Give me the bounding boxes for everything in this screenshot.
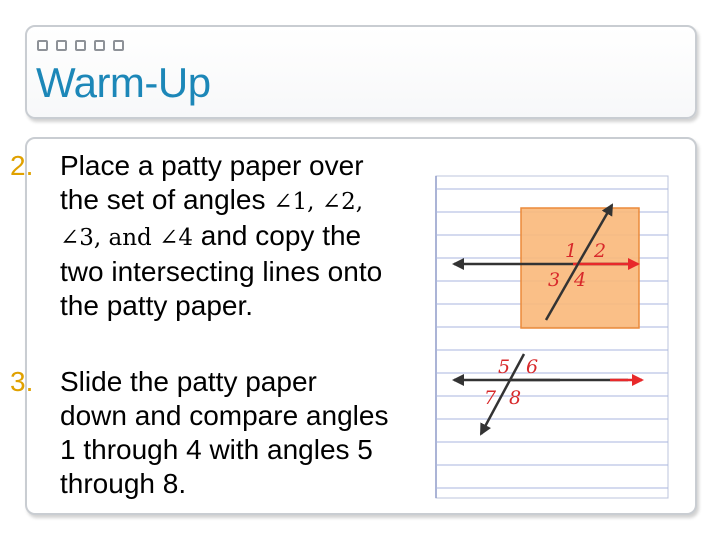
angle-label-6: 6 xyxy=(526,356,539,378)
patty-paper-figure xyxy=(410,172,680,502)
dot-icon xyxy=(113,40,124,51)
item-text: Slide the patty paper down and compare angles 1 through 4 with angles 5 through 8. xyxy=(60,366,389,499)
angle-label-4: 4 xyxy=(574,269,587,291)
angle-label-2: 2 xyxy=(594,240,607,262)
item-text-after: and copy the two intersecting lines onto the patty paper. xyxy=(60,220,383,321)
item-number: 3. xyxy=(10,366,34,397)
angle-list: ∠1, ∠2, ∠3, and ∠4 xyxy=(60,189,364,251)
list-item-2 xyxy=(10,149,390,323)
dot-icon xyxy=(37,40,48,51)
patty-paper xyxy=(521,208,639,328)
page-title: Warm-Up xyxy=(36,59,211,106)
title-panel xyxy=(25,25,697,119)
list-item-3 xyxy=(10,365,390,501)
item-number: 2. xyxy=(10,150,34,181)
angle-label-5: 5 xyxy=(498,356,511,378)
item-text-before: Place a patty paper over the set of angles xyxy=(60,150,364,215)
item-text xyxy=(60,149,390,323)
dot-icon xyxy=(94,40,105,51)
window-dots xyxy=(37,40,124,51)
dot-icon xyxy=(75,40,86,51)
dot-icon xyxy=(56,40,67,51)
angle-label-8: 8 xyxy=(509,387,522,409)
angle-label-7: 7 xyxy=(484,387,497,409)
angle-label-1: 1 xyxy=(565,240,578,262)
angle-label-3: 3 xyxy=(548,269,561,291)
